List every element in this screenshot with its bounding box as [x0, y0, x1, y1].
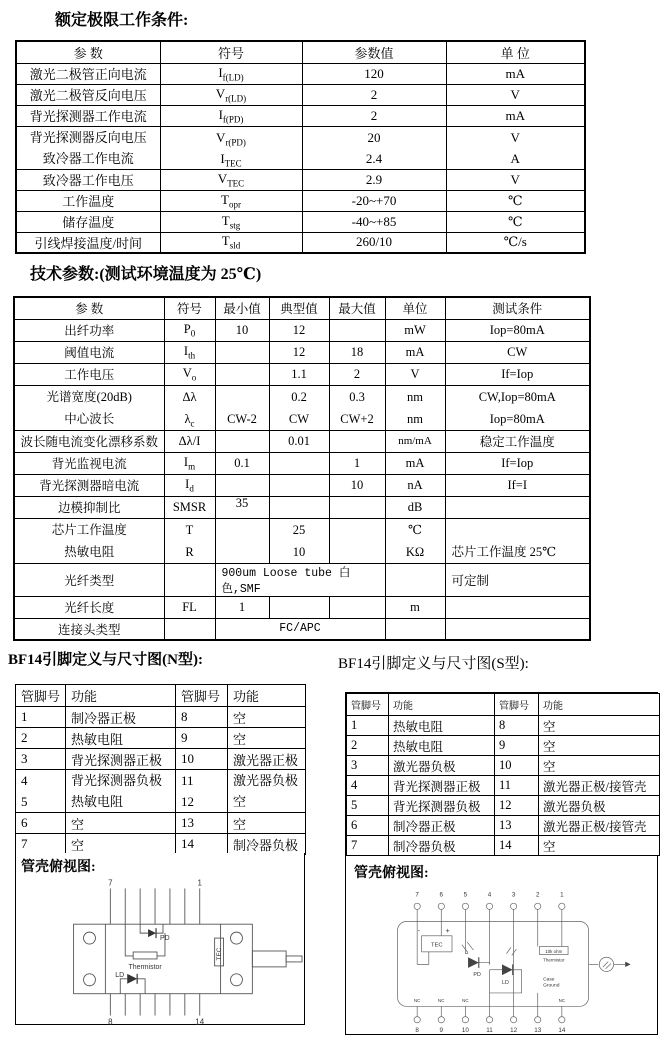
param-cell: 背光探测器反向电压 致冷器工作电流 [16, 126, 160, 169]
unit-cell: V [385, 363, 445, 385]
table-row [16, 707, 306, 728]
min-cell [215, 518, 269, 563]
max-cell: 1 [329, 452, 385, 474]
unit-cell [385, 618, 445, 640]
cond-cell: 芯片工作温度 25℃ [445, 518, 590, 563]
table-row [14, 430, 590, 452]
minus-sign: - [417, 927, 420, 936]
symbol-cell: $V_{r(PD)}$ $I_{TEC}$ [160, 126, 302, 169]
value-cell: 20 2.4 [302, 126, 446, 169]
min-cell [215, 341, 269, 363]
pin-cell: 6 [16, 813, 66, 834]
unit-cell: mA [446, 105, 585, 126]
typ-cell [269, 474, 329, 496]
table-row [347, 756, 660, 776]
pin-number: 8 [414, 1027, 419, 1034]
pin-number: 1 [197, 878, 202, 888]
typ-cell [269, 452, 329, 474]
header-symbol: 符号 [164, 297, 215, 319]
pin-number: 2 [535, 891, 539, 899]
param-cell: 光纤类型 [14, 563, 164, 596]
table-row [16, 232, 585, 253]
max-cell [329, 319, 385, 341]
unit-cell: V A [446, 126, 585, 169]
table-row-merged [16, 770, 306, 813]
table-header-row [16, 685, 306, 707]
table-row [14, 618, 590, 640]
header-func: 功能 [389, 694, 495, 716]
pin-number: 10 [461, 1027, 469, 1034]
pin-cell: 3 [16, 749, 66, 770]
symbol-cell: $I_{th}$ [164, 341, 215, 363]
table-row [16, 749, 306, 770]
unit-cell: mA [385, 341, 445, 363]
unit-cell: mA [385, 452, 445, 474]
cond-cell: If=Iop [445, 363, 590, 385]
thermistor-value: 10k ohm [544, 948, 562, 954]
pin-cell: 9 [495, 736, 539, 756]
thermistor-label: Thermistor [542, 957, 564, 963]
param-cell: 激光二极管正向电流 [16, 63, 160, 84]
header-pin: 管脚号 [495, 694, 539, 716]
nc-label: NC [413, 997, 420, 1003]
header-max: 最大值 [329, 297, 385, 319]
symbol-cell: Δλ/I [164, 430, 215, 452]
func-cell: 空 [228, 707, 306, 728]
table-row [347, 776, 660, 796]
table-header-row [16, 41, 585, 63]
symbol-cell: T R [164, 518, 215, 563]
func-cell: 空 [228, 813, 306, 834]
func-cell: 背光探测器负极 [389, 796, 495, 816]
param-cell: 边模抑制比 [14, 496, 164, 518]
n-type-section-title: BF14引脚定义与尺寸图(N型): [8, 652, 203, 668]
tech-section-title: 技术参数:(测试环境温度为 25℃) [30, 266, 262, 283]
header-pin: 管脚号 [176, 685, 228, 707]
table-row [347, 796, 660, 816]
param-cell: 致冷器工作电压 [16, 169, 160, 190]
tech-table [13, 296, 591, 641]
max-cell: 10 [329, 474, 385, 496]
table-row [16, 63, 585, 84]
unit-cell: ℃ [446, 211, 585, 232]
pin-cell: 12 [495, 796, 539, 816]
table-row [347, 736, 660, 756]
symbol-cell: $T_{stg}$ [160, 211, 302, 232]
cond-cell [445, 496, 590, 518]
pin-number: 11 [485, 1027, 493, 1034]
pin-number: 9 [439, 1027, 443, 1034]
min-cell: 0.1 [215, 452, 269, 474]
param-cell: 背光探测器工作电流 [16, 105, 160, 126]
table-row [16, 813, 306, 834]
func-cell: 激光器负极 空 [228, 770, 306, 813]
ld-label: LD [115, 971, 125, 979]
header-value: 参数值 [302, 41, 446, 63]
value-cell: 2 [302, 84, 446, 105]
n-package-diagram [16, 876, 304, 1026]
func-cell: 热敏电阻 [389, 736, 495, 756]
pin-number: 3 [511, 891, 515, 899]
pin-cell: 11 12 [176, 770, 228, 813]
param-cell: 光谱宽度(20dB) 中心波长 [14, 385, 164, 430]
nc-label: NC [558, 997, 565, 1003]
unit-cell: mW [385, 319, 445, 341]
pin-cell: 1 [16, 707, 66, 728]
func-cell: 制冷器正极 [66, 707, 176, 728]
span-value-cell: FC/APC [215, 618, 385, 640]
param-cell: 背光探测器暗电流 [14, 474, 164, 496]
min-cell: CW-2 [215, 385, 269, 430]
typ-cell: 0.2 CW [269, 385, 329, 430]
pin-cell: 10 [176, 749, 228, 770]
cond-cell [445, 618, 590, 640]
pin-cell: 6 [347, 816, 389, 836]
symbol-cell: $V_{r(LD)}$ [160, 84, 302, 105]
func-cell: 激光器正极/接管壳 [539, 776, 660, 796]
pin-number: 7 [108, 878, 113, 888]
func-cell: 空 [539, 716, 660, 736]
unit-cell: nA [385, 474, 445, 496]
tec-label: TEC [430, 942, 443, 949]
param-cell: 出纤功率 [14, 319, 164, 341]
cond-cell: CW [445, 341, 590, 363]
pin-number: 13 [533, 1027, 541, 1034]
table-row [14, 452, 590, 474]
table-row [14, 363, 590, 385]
param-cell: 芯片工作温度 热敏电阻 [14, 518, 164, 563]
pin-cell: 7 [347, 836, 389, 856]
unit-cell: nm/mA [385, 430, 445, 452]
cond-cell: CW,Iop=80mA Iop=80mA [445, 385, 590, 430]
s-pin-table [346, 693, 660, 856]
package-view-label: 管壳俯视图: [354, 866, 429, 881]
func-cell: 空 [539, 736, 660, 756]
pin-cell: 9 [176, 728, 228, 749]
typ-cell [269, 496, 329, 518]
pin-cell: 11 [495, 776, 539, 796]
pin-number: 14 [557, 1027, 565, 1034]
table-row [14, 496, 590, 518]
value-cell: 260/10 [302, 232, 446, 253]
pin-number: 4 [487, 891, 491, 899]
pin-cell: 2 [347, 736, 389, 756]
typ-cell: 12 [269, 319, 329, 341]
func-cell: 空 [66, 834, 176, 855]
table-row [14, 563, 590, 596]
func-cell: 背光探测器负极 热敏电阻 [66, 770, 176, 813]
case-ground-label: Ground [542, 983, 559, 989]
header-cond: 测试条件 [445, 297, 590, 319]
plus-sign: + [444, 927, 450, 936]
pin-cell: 7 [16, 834, 66, 855]
func-cell: 制冷器负极 [228, 834, 306, 855]
unit-cell: ℃/s [446, 232, 585, 253]
header-pin: 管脚号 [347, 694, 389, 716]
symbol-cell: $I_m$ [164, 452, 215, 474]
value-cell: 2 [302, 105, 446, 126]
unit-cell: m [385, 596, 445, 618]
table-row [16, 105, 585, 126]
symbol-cell: $I_{f(LD)}$ [160, 63, 302, 84]
param-cell: 光纤长度 [14, 596, 164, 618]
nc-label: NC [437, 997, 445, 1003]
table-row-merged [16, 126, 585, 169]
pin-cell: 8 [176, 707, 228, 728]
func-cell: 激光器正极/接管壳 [539, 816, 660, 836]
table-row-merged [14, 518, 590, 563]
header-func: 功能 [539, 694, 660, 716]
max-cell [329, 518, 385, 563]
limits-section-title: 额定极限工作条件: [55, 12, 189, 29]
pin-cell: 4 [347, 776, 389, 796]
header-func: 功能 [66, 685, 176, 707]
max-cell: 0.3 CW+2 [329, 385, 385, 430]
table-row [16, 84, 585, 105]
unit-cell: ℃ KΩ [385, 518, 445, 563]
pin-number: 1 [559, 891, 564, 899]
pin-cell: 14 [176, 834, 228, 855]
pin-cell: 10 [495, 756, 539, 776]
header-param: 参 数 [16, 41, 160, 63]
package-view-label: 管壳俯视图: [21, 860, 96, 875]
cond-cell [445, 596, 590, 618]
unit-cell: V [446, 84, 585, 105]
cond-cell: Iop=80mA [445, 319, 590, 341]
param-cell: 工作温度 [16, 190, 160, 211]
table-row [347, 716, 660, 736]
pin-number: 5 [463, 891, 467, 899]
unit-cell: nm nm [385, 385, 445, 430]
min-cell [215, 363, 269, 385]
symbol-cell: FL [164, 596, 215, 618]
typ-cell [269, 596, 329, 618]
table-row [347, 816, 660, 836]
value-cell: 2.9 [302, 169, 446, 190]
symbol-cell: $V_o$ [164, 363, 215, 385]
symbol-cell: $T_{opr}$ [160, 190, 302, 211]
symbol-cell: $I_d$ [164, 474, 215, 496]
pin-number: 8 [108, 1017, 113, 1026]
param-cell: 阈值电流 [14, 341, 164, 363]
min-cell [215, 430, 269, 452]
value-cell: 120 [302, 63, 446, 84]
header-param: 参 数 [14, 297, 164, 319]
table-row [347, 836, 660, 856]
func-cell: 背光探测器正极 [389, 776, 495, 796]
value-cell: -40~+85 [302, 211, 446, 232]
table-row [16, 728, 306, 749]
s-type-section-title: BF14引脚定义与尺寸图(S型): [338, 656, 529, 672]
param-cell: 波长随电流变化漂移系数 [14, 430, 164, 452]
typ-cell: 0.01 [269, 430, 329, 452]
pin-number: 12 [509, 1027, 517, 1034]
symbol-cell: $I_{f(PD)}$ [160, 105, 302, 126]
n-package-view-box [15, 853, 305, 1025]
pin-cell: 5 [347, 796, 389, 816]
unit-cell: mA [446, 63, 585, 84]
pin-cell: 13 [495, 816, 539, 836]
header-min: 最小值 [215, 297, 269, 319]
typ-cell: 1.1 [269, 363, 329, 385]
table-row [16, 834, 306, 855]
pin-number: 6 [439, 891, 443, 899]
table-row [14, 341, 590, 363]
unit-cell: V [446, 169, 585, 190]
func-cell: 激光器负极 [539, 796, 660, 816]
tec-label: TEC [216, 947, 224, 961]
pin-cell: 8 [495, 716, 539, 736]
min-cell: 35 [215, 496, 269, 518]
table-row [16, 190, 585, 211]
pin-cell: 2 [16, 728, 66, 749]
min-cell: 10 [215, 319, 269, 341]
s-section-box [345, 692, 658, 1035]
typ-cell: 12 [269, 341, 329, 363]
pin-number: 7 [414, 891, 419, 899]
cond-cell: If=Iop [445, 452, 590, 474]
header-typ: 典型值 [269, 297, 329, 319]
header-symbol: 符号 [160, 41, 302, 63]
param-cell: 工作电压 [14, 363, 164, 385]
header-unit: 单 位 [446, 41, 585, 63]
pin-cell: 13 [176, 813, 228, 834]
nc-label: NC [461, 997, 469, 1003]
s-package-diagram [352, 884, 652, 1034]
max-cell [329, 496, 385, 518]
pd-label: PD [472, 971, 481, 978]
param-cell: 激光二极管反向电压 [16, 84, 160, 105]
n-pin-table [15, 684, 306, 855]
symbol-cell: $V_{TEC}$ [160, 169, 302, 190]
unit-cell [385, 563, 445, 596]
func-cell: 制冷器负极 [389, 836, 495, 856]
table-row [14, 596, 590, 618]
table-row [16, 169, 585, 190]
span-value-cell: 900um Loose tube 白色,SMF [215, 563, 385, 596]
table-row [14, 319, 590, 341]
func-cell: 激光器正极 [228, 749, 306, 770]
pin-number: 14 [195, 1017, 205, 1026]
symbol-cell: Δλ $\lambda_c$ [164, 385, 215, 430]
func-cell: 空 [66, 813, 176, 834]
cond-cell: 可定制 [445, 563, 590, 596]
func-cell: 空 [228, 728, 306, 749]
table-row-merged [14, 385, 590, 430]
symbol-cell: SMSR [164, 496, 215, 518]
min-cell [215, 474, 269, 496]
pin-cell: 3 [347, 756, 389, 776]
ld-label: LD [501, 980, 509, 986]
symbol-cell [164, 563, 215, 596]
thermistor-label: Thermistor [128, 963, 162, 971]
func-cell: 空 [539, 756, 660, 776]
case-ground-label: Case [542, 977, 555, 983]
max-cell [329, 596, 385, 618]
cond-cell: If=I [445, 474, 590, 496]
pin-cell: 14 [495, 836, 539, 856]
func-cell: 制冷器正极 [389, 816, 495, 836]
table-header-row [347, 694, 660, 716]
header-unit: 单位 [385, 297, 445, 319]
value-cell: -20~+70 [302, 190, 446, 211]
header-func: 功能 [228, 685, 306, 707]
symbol-cell [164, 618, 215, 640]
min-cell: 1 [215, 596, 269, 618]
param-cell: 储存温度 [16, 211, 160, 232]
header-pin: 管脚号 [16, 685, 66, 707]
cond-cell: 稳定工作温度 [445, 430, 590, 452]
pin-cell: 1 [347, 716, 389, 736]
symbol-cell: $T_{sld}$ [160, 232, 302, 253]
unit-cell: ℃ [446, 190, 585, 211]
param-cell: 引线焊接温度/时间 [16, 232, 160, 253]
pd-label: PD [160, 935, 170, 943]
table-row [14, 474, 590, 496]
func-cell: 空 [539, 836, 660, 856]
symbol-cell: $P_0$ [164, 319, 215, 341]
table-header-row [14, 297, 590, 319]
param-cell: 背光监视电流 [14, 452, 164, 474]
table-row [16, 211, 585, 232]
typ-cell: 25 10 [269, 518, 329, 563]
max-cell [329, 430, 385, 452]
unit-cell: dB [385, 496, 445, 518]
pin-cell: 4 5 [16, 770, 66, 813]
func-cell: 激光器负极 [389, 756, 495, 776]
param-cell: 连接头类型 [14, 618, 164, 640]
func-cell: 热敏电阻 [389, 716, 495, 736]
max-cell: 2 [329, 363, 385, 385]
limits-table [15, 40, 586, 254]
max-cell: 18 [329, 341, 385, 363]
func-cell: 背光探测器正极 [66, 749, 176, 770]
func-cell: 热敏电阻 [66, 728, 176, 749]
